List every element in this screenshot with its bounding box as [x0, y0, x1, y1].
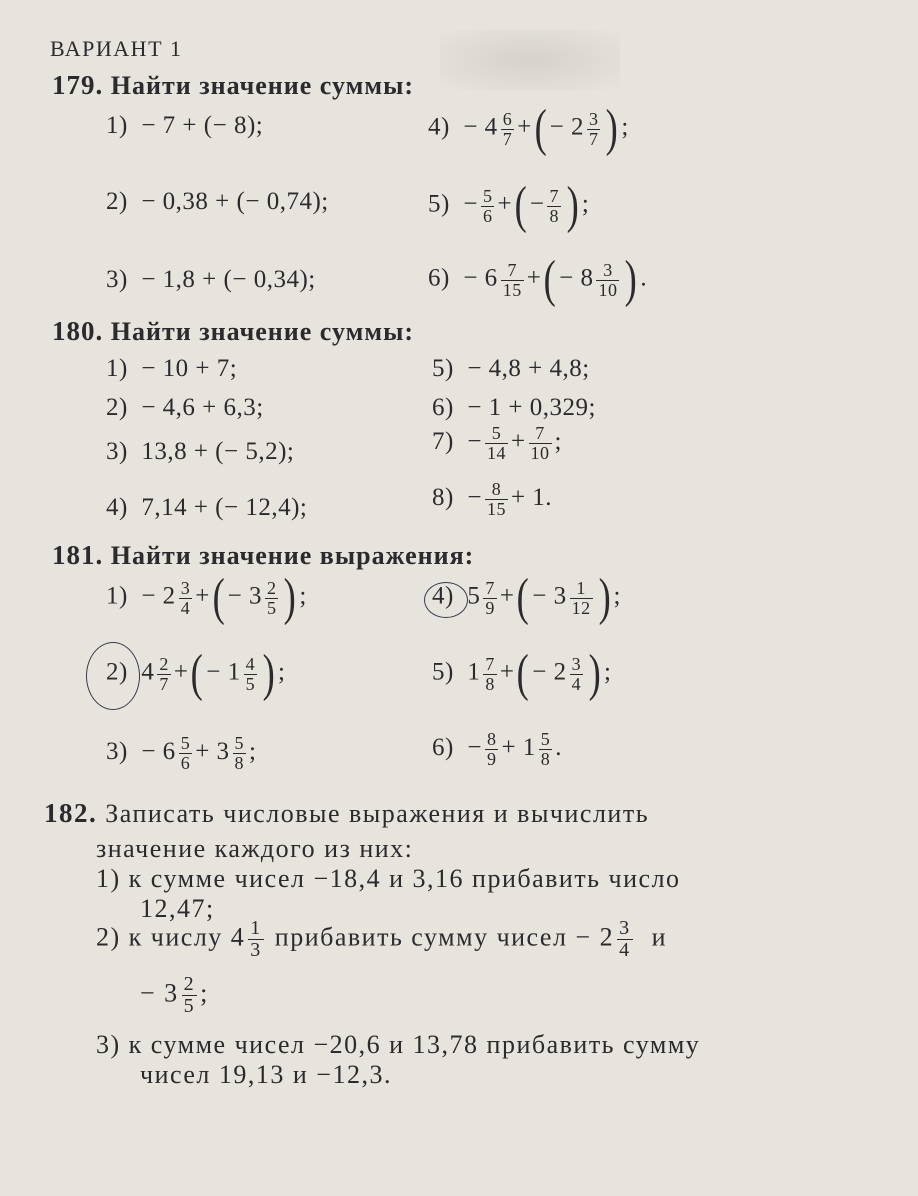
problem-182-line-2: значение каждого из них: [96, 834, 414, 863]
problem-182-item-3: 3) к сумме чисел −20,6 и 13,78 прибавить сумму [96, 1030, 701, 1059]
pen-circle-mark [424, 582, 468, 618]
problem-181-item-1: 1) − 2 $\frac{3}{4}$ +( − 3 $\frac{2}{5}$ ) ; [106, 569, 307, 626]
problem-182-item-1: 1) к сумме чисел −18,4 и 3,16 прибавить число [96, 864, 681, 893]
problem-181-item-2: 2) 4 $\frac{2}{7}$ +( − 1 $\frac{4}{5}$ ) ; [106, 645, 286, 702]
problem-181-item-4: 4) 5 $\frac{7}{9}$ +( − 3 $\frac{1}{12}$ ) ; [432, 569, 621, 626]
variant-heading: ВАРИАНТ 1 [50, 36, 183, 61]
problem-179-item-2: 2) − 0,38 + (− 0,74); [106, 188, 329, 215]
problem-182-item-2-cont: − 3 $\frac{2}{5}$ ; [140, 973, 209, 1017]
problem-179-header: 179. Найти значение суммы: [52, 70, 415, 100]
problem-180-item-3: 3) 13,8 + (− 5,2); [106, 438, 295, 465]
problem-179-item-3: 3) − 1,8 + (− 0,34); [106, 266, 316, 293]
problem-181-item-6: 6) − $\frac{8}{9}$ + 1 $\frac{5}{8}$ . [432, 729, 563, 769]
problem-179-item-6: 6) − 6 $\frac{7}{15}$ +( − 8 $\frac{3}{10}$ ) . [428, 251, 648, 308]
problem-180-header: 180. Найти значение суммы: [52, 316, 415, 346]
problem-179-item-1: 1) − 7 + (− 8); [106, 112, 264, 139]
bleed-through-shadow [440, 30, 620, 90]
problem-180-item-2: 2) − 4,6 + 6,3; [106, 394, 264, 421]
problem-182-item-2: 2) к числу 4 $\frac{1}{3}$ прибавить сумму чисел − 2 $\frac{3}{4}$ и [96, 917, 668, 961]
problem-181-header: 181. Найти значение выражения: [52, 540, 475, 570]
problem-182-header: 182. Записать числовые выражения и вычислить [44, 798, 650, 828]
problem-180-item-8: 8) − $\frac{8}{15}$ + 1. [432, 479, 553, 519]
problem-179-item-4: 4) − 4 $\frac{6}{7}$ +( − 2 $\frac{3}{7}$ ) ; [428, 100, 629, 157]
problem-182-item-3-cont: чисел 19,13 и −12,3. [140, 1060, 392, 1089]
problem-180-item-6: 6) − 1 + 0,329; [432, 394, 596, 421]
problem-181-item-5: 5) 1 $\frac{7}{8}$ +( − 2 $\frac{3}{4}$ ) ; [432, 645, 612, 702]
problem-179-item-5: 5) − $\frac{5}{6}$ +( − $\frac{7}{8}$ ) ; [428, 177, 590, 234]
problem-180-item-5: 5) − 4,8 + 4,8; [432, 355, 590, 382]
problem-180-item-1: 1) − 10 + 7; [106, 355, 238, 382]
problem-180-item-7: 7) − $\frac{5}{14}$ + $\frac{7}{10}$ ; [432, 423, 562, 463]
problem-180-item-4: 4) 7,14 + (− 12,4); [106, 494, 308, 521]
problem-181-item-3: 3) − 6 $\frac{5}{6}$ + 3 $\frac{5}{8}$ ; [106, 733, 257, 773]
pen-circle-mark [86, 642, 140, 710]
problem-182-item-1-cont: 12,47; [140, 894, 215, 923]
